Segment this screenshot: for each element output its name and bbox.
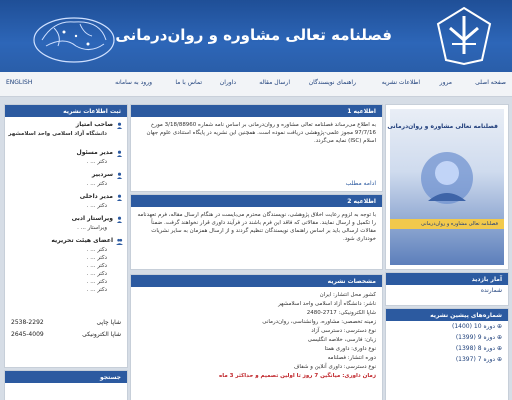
board-member: دکتر ... . [86,287,107,293]
stats-box [385,272,509,306]
exec-label: مدیر داخلی [5,193,127,203]
plus-icon: ⊕ [495,334,502,341]
spec-line: شاپا الکترونیکی: 2717-2480 [306,310,376,316]
box-title: ثبت اطلاعات نشریه [5,105,127,117]
issn-electronic: 2645-4009 [11,331,44,338]
spec-line: ناشر: دانشگاه آزاد اسلامی واحد اسلامشهر [278,301,376,307]
plus-icon: ⊕ [495,323,502,330]
issue-link[interactable]: ⊕ دوره 10 (1400) [452,323,502,330]
journal-title: فصلنامه تعالی مشاوره و روان‌درمانی [115,26,392,44]
box-title: شماره‌های پیشین نشریه [386,309,508,321]
owner-value: دانشگاه آزاد اسلامی واحد اسلامشهر [8,131,107,137]
journal-cover[interactable] [385,104,509,270]
specs-list [131,287,382,385]
nav-submit[interactable]: ارسال مقاله [259,79,290,86]
lit-label: ویراستار ادبی [5,215,127,225]
user-icon [116,216,123,223]
nav-home[interactable]: صفحه اصلی [475,79,506,86]
board-label: اعضای هیئت تحریریه [5,237,127,247]
nav-browse[interactable]: مرور [439,79,452,86]
plus-icon: ⊕ [495,345,502,352]
users-icon [116,238,123,245]
head-illustration [414,145,480,211]
spec-line: کشور محل انتشار: ایران [319,292,376,298]
user-icon [116,150,123,157]
nav-reviewers[interactable]: داوران [219,79,236,86]
editor-value: دکتر ... . [86,181,107,187]
spec-line: زمینه تخصصی: مشاوره، روانشناسی، روان‌درمانی [262,319,376,325]
issn-print-label: شاپا چاپی [96,319,121,326]
cover-image [387,109,504,265]
lit-value: ویراستار ... . [77,225,107,231]
spec-line: زمان داوری: میانگین 7 روز تا اولین تصمیم و حداکثر 3 ماه [219,373,376,379]
archive-box [385,308,509,400]
box-title: اطلاعیه 2 [131,195,382,207]
lang-switch[interactable]: ENGLISH [6,79,33,86]
issue-link[interactable]: ⊕ دوره 7 (1397) [455,356,502,363]
notice-1-text: به اطلاع می‌رساند فصلنامه تعالی مشاوره و روان‌درمانی بر اساس نامه شماره 3/18/88960 مورخ 97/7/16 مجوز علمی-پژوهشی دریافت نموده است. همچنین این نشریه در پایگاه استنادی علوم جهان اسلام (ISC) نمایه می‌گردد. [146,122,376,144]
issue-link[interactable]: ⊕ دوره 8 (1398) [455,345,502,352]
user-icon [116,122,123,129]
manager-label: مدیر مسئول [5,149,127,159]
board-member: دکتر ... . [86,271,107,277]
issn-electronic-label: شاپا الکترونیکی [82,331,121,338]
spec-line: نوع دسترسی: داوری آنلاین و شفاف [293,364,376,370]
university-logo [430,4,498,68]
spec-line: زبان: فارسی، خلاصه انگلیسی [307,337,376,343]
owner-label: صاحب امتیاز [5,121,127,131]
user-icon [116,172,123,179]
box-title: جستجو [5,371,127,383]
box-title: اطلاعیه 1 [131,105,382,117]
user-icon [116,194,123,201]
box-title: مشخصات نشریه [131,275,382,287]
search-box [4,370,128,400]
nav-authors[interactable]: راهنمای نویسندگان [308,79,356,86]
spec-line: نوع داوری: داوری همتا [324,346,376,352]
notice-2-box [130,194,383,270]
box-title: آمار بازدید [386,273,508,285]
spec-line: نوع دسترسی: دسترسی آزاد [311,328,376,334]
board-member: دکتر ... . [86,255,107,261]
journal-info-box [4,104,128,368]
board-member: دکتر ... . [86,279,107,285]
exec-value: دکتر ... . [86,203,107,209]
notice-2-text: با توجه به لزوم رعایت اخلاق پژوهشی، نویسندگان محترم می‌بایست در هنگام ارسال مقاله، فرم تعهدنامه را تکمیل و ارسال نمایند. مقالاتی که فاقد این فرم باشند در فرآیند داوری قرار نخواهند گرفت. ضمناً مقالات ارسالی باید بر اساس راهنمای نویسندگان تنظیم گردند و از ارسال همزمان به سایر نشریات خودداری شود. [137,212,376,242]
stats-counter: شمارنده [480,287,502,294]
manager-value: دکتر ... . [86,159,107,165]
nav-about[interactable]: اطلاعات نشریه [381,79,420,86]
editor-label: سردبیر [5,171,127,181]
spec-line: دوره انتشار: فصلنامه [327,355,376,361]
notice-1-box [130,104,383,192]
cover-title: فصلنامه تعالی مشاوره و روان‌درمانی [387,123,498,130]
board-member: دکتر ... . [86,247,107,253]
site-header [0,0,512,72]
issue-link[interactable]: ⊕ دوره 9 (1399) [455,334,502,341]
read-more-link[interactable]: ادامه مطلب [345,180,376,187]
board-member: دکتر ... . [86,263,107,269]
plus-icon: ⊕ [495,356,502,363]
journal-specs-box [130,274,383,400]
nav-login[interactable]: ورود به سامانه [115,79,152,86]
nav-contact[interactable]: تماس با ما [175,79,202,86]
main-nav [0,72,512,97]
issn-print: 2538-2292 [11,319,44,326]
cover-strip: فصلنامه تعالی مشاوره و روان‌درمانی [390,219,504,229]
